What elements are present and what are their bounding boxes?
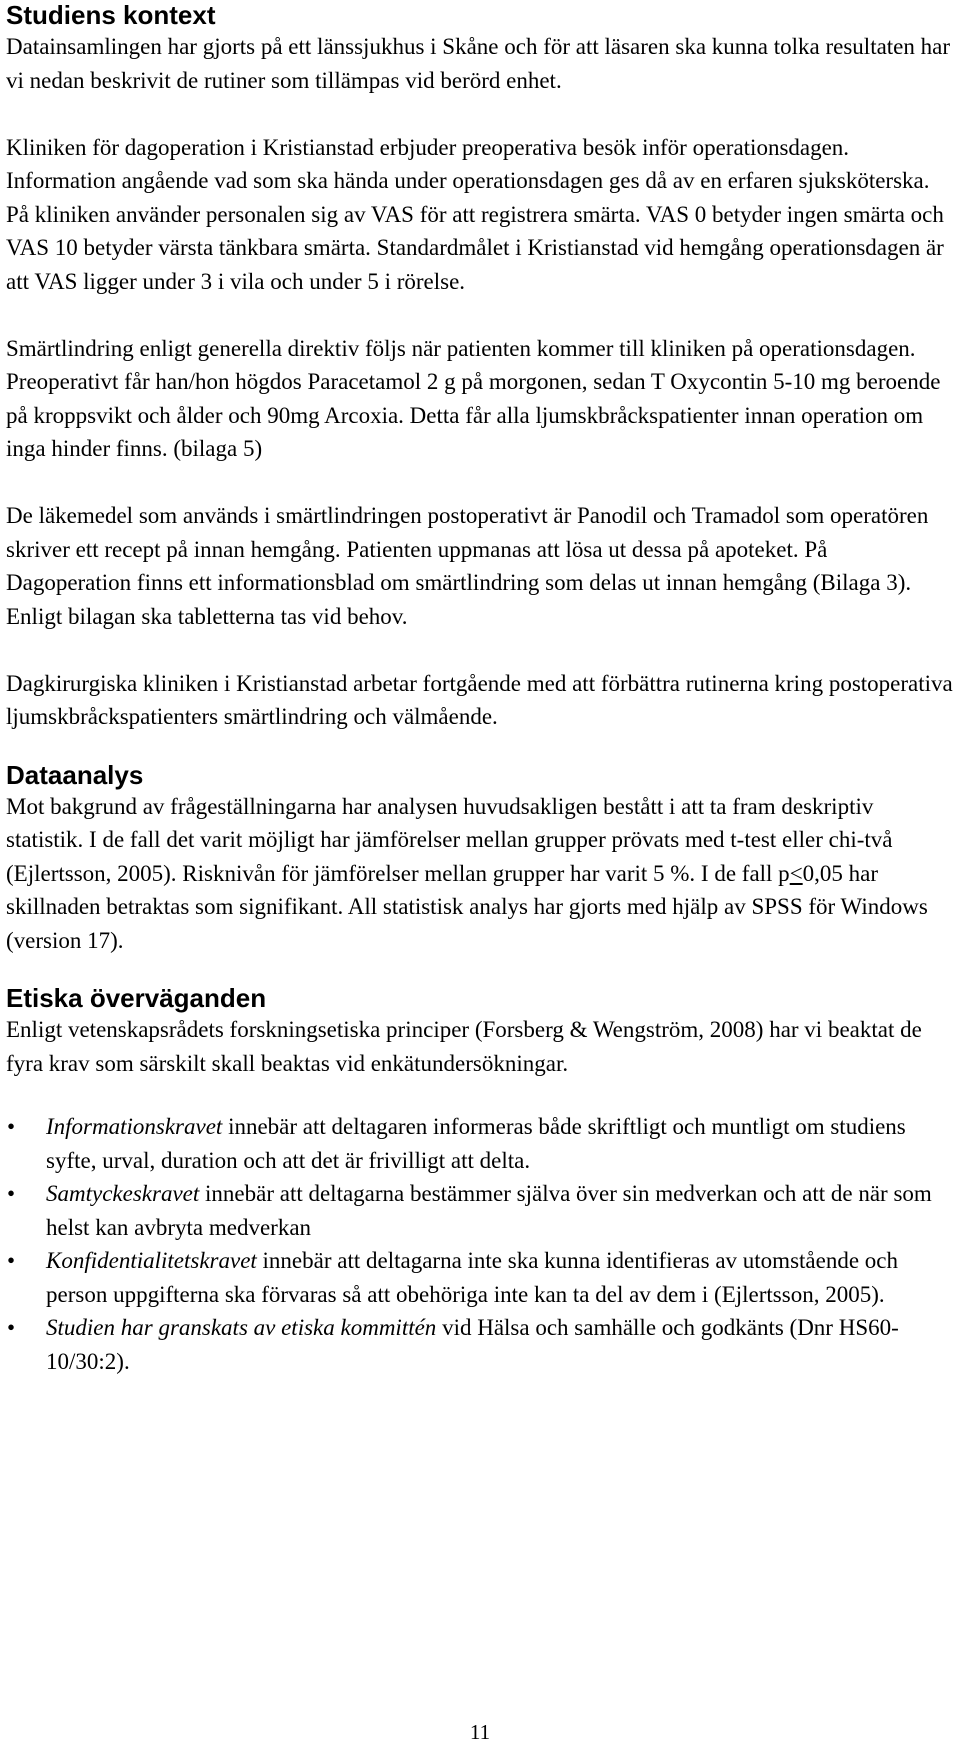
paragraph-smartlindring: Smärtlindring enligt generella direktiv följs när patienten kommer till kliniken på operationsdagen. Preoperativt får han/hon högdos Paracetamol 2 g på morgonen, sedan T Oxycontin 5-10 mg beroende på kroppsvikt och ålder och 90mg Arcoxia. Detta får alla ljumskbråckspatienter innan operation om inga hinder finns. (bilaga 5) [6, 335, 941, 461]
dataanalys-text-end: 0,05 har skillnaden betraktas som signifikant. All statistisk analys har gjorts med hjälp av SPSS för Windows (version 17). [6, 860, 928, 953]
list-item-text: innebär att deltagaren informeras både skriftligt och muntligt om studiens syfte, urval, duration och att det är frivilligt att delta. [46, 1114, 906, 1173]
list-item-term: Studien har granskats av etiska kommittén [46, 1315, 437, 1340]
list-item-term: Samtyckeskravet [46, 1181, 200, 1206]
paragraph-dataanalys [6, 790, 956, 958]
heading-etiska-overvaganden: Etiska överväganden [6, 983, 267, 1013]
list-item-text: innebär att deltagarna inte ska kunna identifieras av utomstående och person uppgifterna ska förvaras så att obehöriga inte kan ta del av dem i (Ejlertsson, 2005). [46, 1248, 899, 1307]
bullet-icon: • [7, 1248, 16, 1273]
paragraph-dagkirurgiska: Dagkirurgiska kliniken i Kristianstad arbetar fortgående med att förbättra rutinerna kring postoperativa ljumskbråckspatienters smärtlindring och välmående. [6, 670, 953, 729]
list-item-term: Konfidentialitetskravet [46, 1248, 257, 1273]
dataanalys-text-start: Mot bakgrund av frågeställningarna har analysen huvudsakligen bestått i att ta fram deskriptiv statistik. I de fall det varit möjligt har jämförelser mellan grupper prövats med t-test eller chi-två (Ejlertsson, 2005). Risknivån för jämförelser mellan grupper har varit 5 %. I de fall p [6, 793, 893, 886]
list-item [6, 1311, 956, 1378]
paragraph-datainsamling: Datainsamlingen har gjorts på ett länssjukhus i Skåne och för att läsaren ska kunna tolka resultaten har vi nedan beskrivit de rutiner som tillämpas vid berörd enhet. [6, 34, 951, 93]
heading-dataanalys: Dataanalys [6, 759, 144, 790]
paragraph-kliniken: Kliniken för dagoperation i Kristianstad erbjuder preoperativa besök inför operationsdagen. Information angående vad som ska hända under operationsdagen ges då av en erfaren sjuksköterska. På kliniken använder personalen sig av VAS för att registrera smärta. VAS 0 betyder ingen smärta och VAS 10 betyder värsta tänkbara smärta. Standardmålet i Kristianstad vid hemgång operationsdagen är att VAS ligger under 3 i vila och under 5 i rörelse. [6, 134, 944, 294]
bullet-icon: • [7, 1181, 16, 1206]
paragraph-lakemedel: De läkemedel som används i smärtlindringen postoperativt är Panodil och Tramadol som operatören skriver ett recept på innan hemgång. Patienten uppmanas att lösa ut dessa på apoteket. På Dagoperation finns ett informationsblad om smärtlindring som delas ut innan hemgång (Bilaga 3). Enligt bilagan ska tabletterna tas vid behov. [6, 503, 929, 629]
document-page [6, 0, 956, 1378]
list-item-term: Informationskravet [46, 1114, 223, 1139]
bullet-icon: • [7, 1315, 16, 1340]
list-item-text: innebär att deltagarna bestämmer själva över sin medverkan och att de när som helst kan avbryta medverkan [46, 1181, 932, 1240]
list-item [6, 1244, 956, 1311]
heading-studiens-kontext: Studiens kontext [6, 0, 216, 30]
bullet-icon: • [7, 1114, 16, 1139]
list-item [6, 1110, 956, 1177]
less-than-or-equal-sign: < [789, 860, 803, 886]
list-item [6, 1177, 956, 1244]
list-item-text: vid Hälsa och samhälle och godkänts (Dnr HS60-10/30:2). [46, 1315, 899, 1374]
page-number: 11 [469, 1720, 491, 1744]
ethics-requirements-list [6, 1110, 956, 1378]
paragraph-etiska: Enligt vetenskapsrådets forskningsetiska principer (Forsberg & Wengström, 2008) har vi beaktat de fyra krav som särskilt skall beaktas vid enkätundersökningar. [6, 1017, 922, 1076]
